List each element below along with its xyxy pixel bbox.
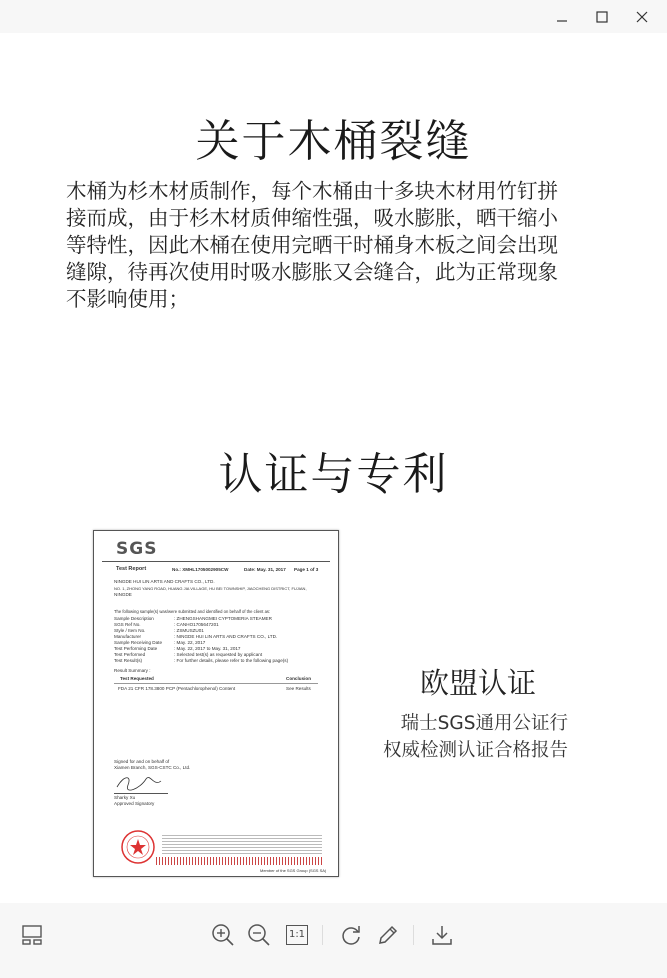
rotate-icon: [339, 923, 363, 947]
zoom-out-icon: [247, 923, 271, 947]
eu-certification-title: 欧盟认证: [420, 666, 537, 700]
field-value: : ZHENGSHANGMEI CYPTOMERIA STEAMER: [174, 616, 272, 621]
field-label: Test Performed: [114, 652, 146, 657]
thumbnails-icon: [21, 924, 43, 946]
field-label: Sample Description: [114, 616, 154, 621]
divider: [114, 793, 168, 794]
maximize-button[interactable]: [583, 0, 621, 33]
field-label: Style / Item No.: [114, 628, 146, 633]
zoom-in-icon: [211, 923, 235, 947]
thumbnails-button[interactable]: [18, 921, 46, 949]
field-value: : ZSMUSZU01: [174, 628, 204, 633]
field-label: Test Result(s): [114, 658, 143, 663]
close-button[interactable]: [623, 0, 661, 33]
download-button[interactable]: [428, 921, 456, 949]
sgs-certificate-image: [93, 530, 339, 877]
test-row: FDA 21 CFR 178.3800 PCP (Pentachlorophenol) Content: [118, 686, 236, 691]
signatory-label: Approved Signatory: [114, 801, 155, 806]
download-icon: [430, 923, 454, 947]
signed-text: Xiamen Branch, SGS-CSTC Co., Ltd.: [114, 765, 191, 770]
sgs-description-line: 瑞士SGS通用公证行: [400, 713, 568, 734]
field-label: SGS Ref No.: [114, 622, 141, 627]
title-bar: [0, 0, 667, 33]
field-value: : For further details, please refer to the following page(s): [174, 658, 289, 663]
section-title-crack: 关于木桶裂缝: [195, 116, 472, 167]
field-label: Manufacturer: [114, 634, 142, 639]
actual-size-label: 1:1: [286, 925, 308, 945]
toolbar-separator: [322, 925, 323, 945]
member-text: Member of the SGS Group (SGS SA): [260, 868, 327, 873]
field-label: Sample Receiving Date: [114, 640, 163, 645]
rotate-button[interactable]: [337, 921, 365, 949]
company-name: NINGDE HUI LIN ARTS AND CRAFTS CO., LTD.: [114, 579, 215, 584]
viewer-toolbar: [0, 903, 667, 978]
toolbar-separator: [413, 925, 414, 945]
contact-strip: [154, 857, 322, 865]
field-value: : May. 22, 2017 to May. 31, 2017: [174, 646, 241, 651]
paragraph-line: 接而成，由于杉木材质伸缩性强，吸水膨胀，晒干缩小: [66, 206, 558, 230]
field-value: : May. 22, 2017: [174, 640, 206, 645]
address-line: NO. 1, ZHONG YANG ROAD, HUANG JIA VILLAGE, HU BEI TOWNSHIP, JIAOCHENG DISTRICT, FUJIAN,: [114, 586, 307, 591]
field-value: : CANHO1705647201: [174, 622, 219, 627]
field-value: : NINGDE HUI LIN ARTS AND CRAFTS CO., LTD.: [174, 634, 278, 639]
edit-button[interactable]: [374, 921, 402, 949]
edit-icon: [376, 923, 400, 947]
intro-text: The following sample(s) was/were submitted and identified on behalf of the client as:: [114, 609, 271, 614]
field-value: : Selected test(s) as requested by applicant: [174, 652, 263, 657]
paragraph-line: 不影响使用；: [66, 287, 189, 311]
seal-stamp-image: [120, 829, 156, 865]
crack-description: [66, 178, 606, 313]
report-title: Test Report: [116, 566, 147, 572]
document-view[interactable]: [0, 33, 667, 903]
signer-name: Sharky Xu: [114, 795, 136, 800]
result-summary-label: Result Summary :: [114, 668, 151, 673]
zoom-out-button[interactable]: [245, 921, 273, 949]
minimize-icon: [556, 11, 568, 23]
close-icon: [636, 11, 648, 23]
column-conclusion: Conclusion: [286, 676, 312, 681]
fine-print-block: [162, 833, 322, 855]
maximize-icon: [596, 11, 608, 23]
section-title-certification: 认证与专利: [218, 449, 449, 500]
address-line: NINGDE: [114, 592, 132, 597]
minimize-button[interactable]: [543, 0, 581, 33]
sgs-logo: SGS: [116, 539, 158, 559]
paragraph-line: 缝隙，待再次使用时吸水膨胀又会缝合，此为正常现象: [66, 260, 558, 284]
zoom-in-button[interactable]: [209, 921, 237, 949]
column-test-requested: Test Requested: [120, 676, 154, 681]
report-date: Date: May. 31, 2017: [244, 567, 286, 572]
report-page: Page 1 of 3: [294, 567, 319, 572]
actual-size-button[interactable]: [283, 921, 311, 949]
paragraph-line: 等特性，因此木桶在使用完晒干时桶身木板之间会出现: [66, 233, 558, 257]
signature-image: [114, 771, 164, 793]
divider: [114, 683, 318, 684]
test-result: See Results: [286, 686, 311, 691]
report-number: No.: XMHL1705002905CW: [172, 567, 229, 572]
divider: [102, 561, 330, 562]
sgs-description-line: 权威检测认证合格报告: [382, 740, 568, 761]
signed-text: Signed for and on behalf of: [114, 759, 170, 764]
field-label: Test Performing Date: [114, 646, 158, 651]
paragraph-line: 木桶为杉木材质制作，每个木桶由十多块木材用竹钉拼: [66, 179, 558, 203]
